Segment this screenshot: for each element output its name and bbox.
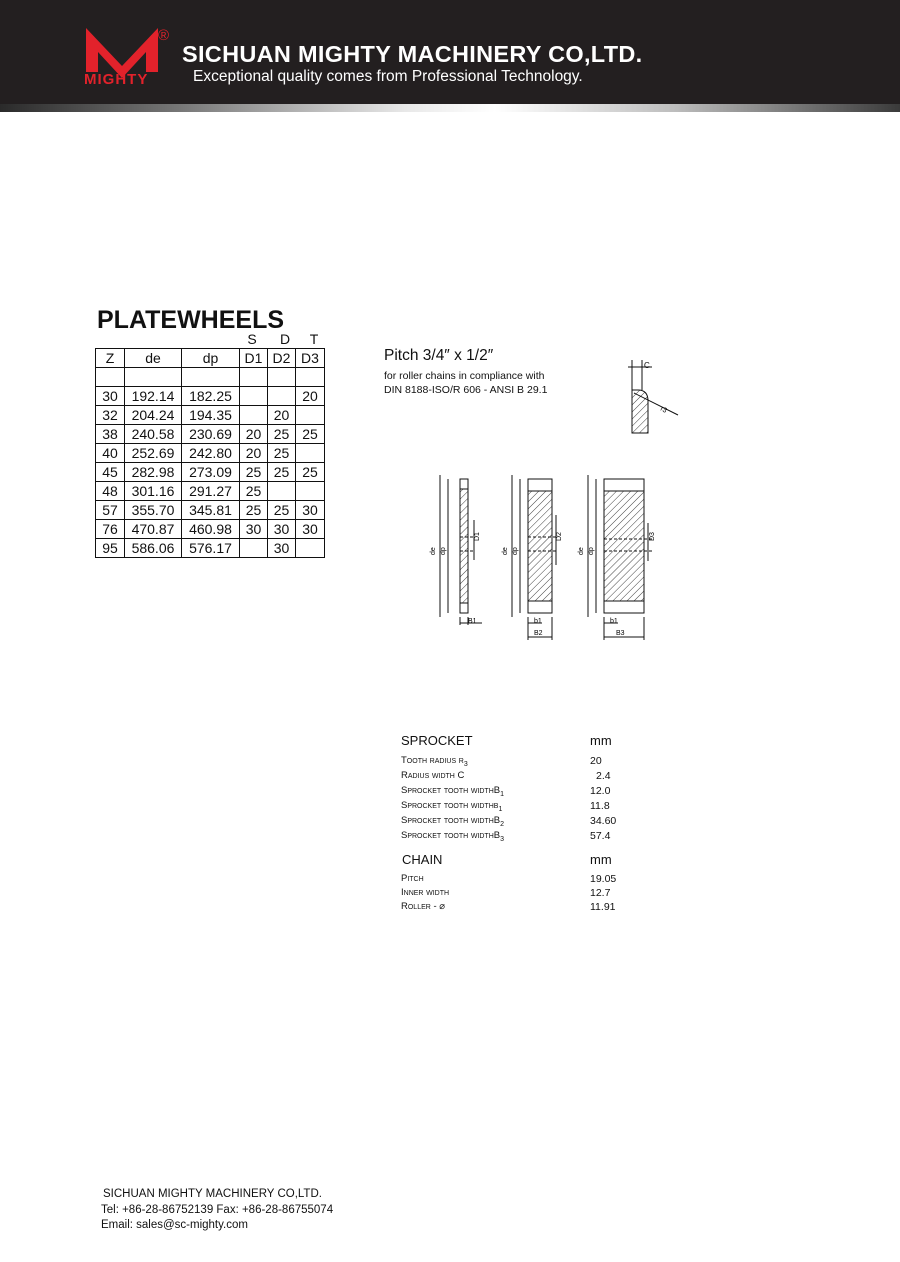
table-cell: 586.06 <box>125 539 182 558</box>
table-cell <box>268 482 296 501</box>
table-cell: 230.69 <box>182 425 240 444</box>
duplex-sprocket <box>512 475 558 640</box>
table-cell: 30 <box>96 387 125 406</box>
label-b1-lower-2: b1 <box>534 618 542 625</box>
table-cell <box>96 368 125 387</box>
table-cell: 30 <box>296 520 325 539</box>
table-cell: 45 <box>96 463 125 482</box>
chain-spec-label: Pitch <box>401 873 424 884</box>
table-cell: 301.16 <box>125 482 182 501</box>
chain-spec-value: 19.05 <box>590 873 617 885</box>
diameter-icon: ⌀ <box>439 901 445 912</box>
chain-spec-value: 11.91 <box>590 901 616 913</box>
table-cell: 30 <box>268 539 296 558</box>
table-cell: 194.35 <box>182 406 240 425</box>
label-dp-2: dp <box>512 547 519 555</box>
label-d1: D1 <box>474 532 481 541</box>
table-cell: 273.09 <box>182 463 240 482</box>
table-cell: 57 <box>96 501 125 520</box>
table-row <box>96 406 325 425</box>
footer-phone: Tel: +86-28-86752139 Fax: +86-28-86755074 <box>101 1204 334 1216</box>
chain-unit: mm <box>590 852 612 867</box>
platewheels-title: PLATEWHEELS <box>97 306 285 334</box>
company-tagline: Exceptional quality comes from Professional Technology. <box>193 68 583 85</box>
table-cell: 182.25 <box>182 387 240 406</box>
label-b1-upper: B1 <box>468 618 477 625</box>
table-cell: 345.81 <box>182 501 240 520</box>
footer-email: Email: sales@sc-mighty.com <box>101 1219 248 1231</box>
table-row <box>96 482 325 501</box>
table-header-cell: D2 <box>268 349 296 368</box>
table-cell: 282.98 <box>125 463 182 482</box>
table-cell: 25 <box>296 463 325 482</box>
table-header-cell: dp <box>182 349 240 368</box>
sprocket-spec-value: 20 <box>590 755 602 767</box>
label-de-3: de <box>578 547 585 555</box>
table-row <box>96 368 325 387</box>
table-cell: 242.80 <box>182 444 240 463</box>
table-row <box>96 425 325 444</box>
table-header-cell: D3 <box>296 349 325 368</box>
label-b2: B2 <box>534 630 543 637</box>
table-cell <box>268 368 296 387</box>
table-header-cell: de <box>125 349 182 368</box>
header-stripe <box>0 104 900 112</box>
table-row <box>96 539 325 558</box>
table-cell <box>296 482 325 501</box>
group-label-s: S <box>247 331 257 347</box>
table-cell: 25 <box>240 482 268 501</box>
sprocket-spec-value: 11.8 <box>590 800 610 812</box>
label-r3: r3 <box>659 405 668 415</box>
sprocket-spec-label: Sprocket tooth widthB$_1$ <box>401 785 505 798</box>
table-cell: 20 <box>268 406 296 425</box>
group-label-t: T <box>309 331 319 347</box>
table-cell <box>240 368 268 387</box>
chain-spec-label: Inner width <box>401 887 450 898</box>
pitch-title: Pitch 3/4″ x 1/2″ <box>384 347 494 364</box>
table-cell: 76 <box>96 520 125 539</box>
pitch-standard-line1: for roller chains in compliance with <box>384 370 545 382</box>
table-cell: 40 <box>96 444 125 463</box>
label-de-1: de <box>430 547 437 555</box>
pitch-standard-line2: DIN 8188-ISO/R 606 - ANSI B 29.1 <box>384 384 548 396</box>
group-label-d: D <box>279 331 291 347</box>
table-cell: 25 <box>268 501 296 520</box>
sprocket-spec-value: 2.4 <box>596 770 611 782</box>
table-cell <box>296 368 325 387</box>
sprocket-spec-label: Tooth radius $r_3$ <box>401 755 468 768</box>
table-row <box>96 520 325 539</box>
table-row <box>96 501 325 520</box>
table-cell <box>268 387 296 406</box>
table-cell: 240.58 <box>125 425 182 444</box>
label-b3: B3 <box>616 630 625 637</box>
label-de-2: de <box>502 547 509 555</box>
table-cell: 25 <box>268 463 296 482</box>
table-cell: 30 <box>240 520 268 539</box>
table-cell: 30 <box>296 501 325 520</box>
table-cell: 32 <box>96 406 125 425</box>
sprocket-spec-value: 12.0 <box>590 785 611 797</box>
sprocket-spec-value: 57.4 <box>590 830 611 842</box>
table-cell: 20 <box>240 444 268 463</box>
label-dp-3: dp <box>588 547 595 555</box>
table-cell: 204.24 <box>125 406 182 425</box>
table-cell: 25 <box>268 425 296 444</box>
sprocket-spec-value: 34.60 <box>590 815 617 827</box>
table-cell: 355.70 <box>125 501 182 520</box>
table-cell: 470.87 <box>125 520 182 539</box>
table-cell: 20 <box>296 387 325 406</box>
table-header-cell: Z <box>96 349 125 368</box>
table-cell: 25 <box>268 444 296 463</box>
table-cell <box>240 387 268 406</box>
sprocket-drawing <box>420 355 700 645</box>
table-row <box>96 444 325 463</box>
table-cell: 38 <box>96 425 125 444</box>
table-cell: 252.69 <box>125 444 182 463</box>
table-header-cell: D1 <box>240 349 268 368</box>
sprocket-spec-label: Sprocket tooth widthB$_3$ <box>401 830 505 843</box>
label-dp-1: dp <box>440 547 447 555</box>
triplex-sprocket <box>588 475 652 640</box>
chain-spec-value: 12.7 <box>590 887 611 899</box>
table-cell: 25 <box>240 463 268 482</box>
table-cell: 576.17 <box>182 539 240 558</box>
chain-heading: CHAIN <box>402 852 443 867</box>
chain-spec-label: Roller - ⌀ <box>401 901 445 912</box>
table-cell <box>296 539 325 558</box>
sprocket-heading: SPROCKET <box>401 733 473 748</box>
table-cell: 192.14 <box>125 387 182 406</box>
table-row <box>96 387 325 406</box>
table-header-row <box>96 349 325 368</box>
label-c: C <box>644 361 650 370</box>
registered-mark: ® <box>158 27 170 44</box>
table-cell <box>240 406 268 425</box>
table-cell: 25 <box>240 501 268 520</box>
sprocket-spec-label: Radius width C <box>401 770 465 781</box>
sprocket-unit: mm <box>590 733 612 748</box>
table-cell: 48 <box>96 482 125 501</box>
company-title: SICHUAN MIGHTY MACHINERY CO,LTD. <box>182 41 643 67</box>
table-cell: 291.27 <box>182 482 240 501</box>
label-b1-lower-3: b1 <box>610 618 618 625</box>
table-cell <box>296 406 325 425</box>
sprocket-spec-label: Sprocket tooth widthb$_1$ <box>401 800 503 813</box>
table-cell <box>182 368 240 387</box>
table-cell: 20 <box>240 425 268 444</box>
table-row <box>96 463 325 482</box>
platewheels-table <box>95 348 325 558</box>
tooth-detail <box>628 360 678 433</box>
table-cell <box>296 444 325 463</box>
footer-company: SICHUAN MIGHTY MACHINERY CO,LTD. <box>103 1188 322 1200</box>
table-cell <box>240 539 268 558</box>
table-cell: 95 <box>96 539 125 558</box>
table-cell: 30 <box>268 520 296 539</box>
table-cell <box>125 368 182 387</box>
label-d2: D2 <box>556 532 563 541</box>
logo-wordmark: MIGHTY <box>84 71 149 88</box>
sprocket-spec-label: Sprocket tooth widthB$_2$ <box>401 815 505 828</box>
table-cell: 460.98 <box>182 520 240 539</box>
table-cell: 25 <box>296 425 325 444</box>
label-d3: D3 <box>649 532 656 541</box>
